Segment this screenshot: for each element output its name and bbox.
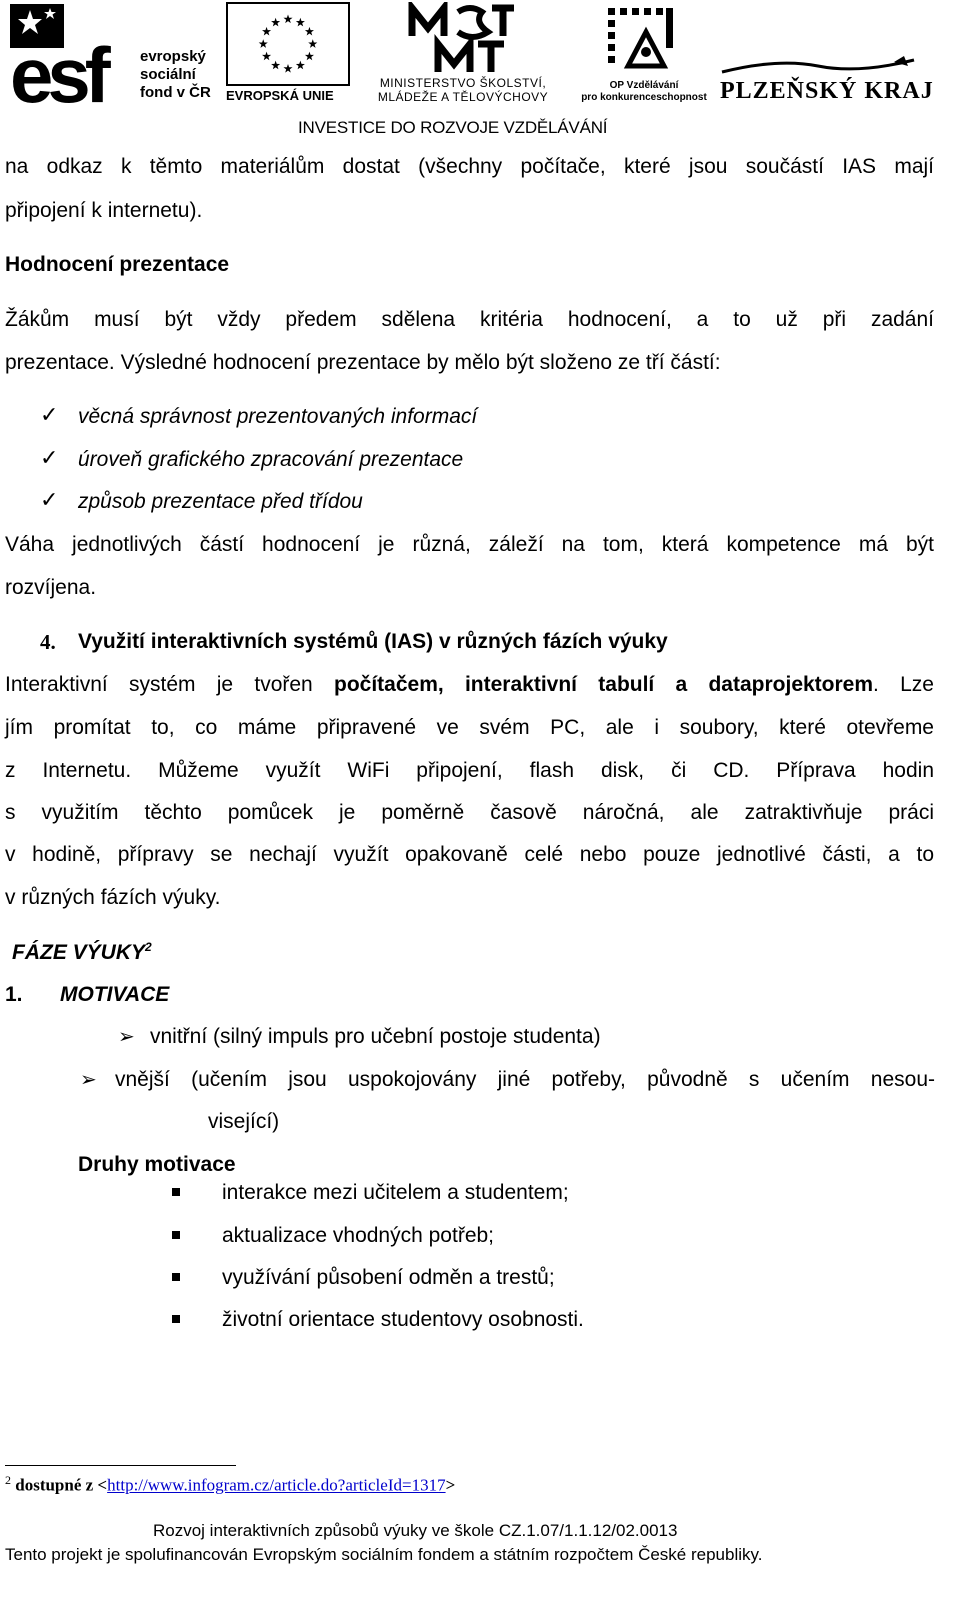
eu-star-icon bbox=[283, 64, 292, 73]
esf-logo bbox=[10, 4, 220, 104]
op-label: OP Vzdělávání pro konkurenceschopnost bbox=[581, 80, 707, 103]
ias-line-3: z Internetu. Můžeme využít WiFi připojení, flash disk, či CD. Příprava hodin bbox=[5, 759, 934, 782]
footnote-link[interactable]: http://www.infogram.cz/article.do?articleId=1317 bbox=[107, 1475, 446, 1495]
druhy-heading: Druhy motivace bbox=[78, 1153, 236, 1176]
eu-logo bbox=[226, 2, 350, 104]
footer-project-line: Rozvoj interaktivních způsobů výuky ve škole CZ.1.07/1.1.12/02.0013 bbox=[153, 1521, 678, 1540]
ias-line-2: jím promítat to, co máme připravené ve svém PC, ale i soubory, které otevřeme bbox=[5, 716, 934, 739]
esf-mark-icon bbox=[10, 4, 132, 104]
eu-star-icon bbox=[262, 27, 271, 36]
ias-bold-phrase: počítačem, interaktivní tabulí a dataprojektorem bbox=[334, 673, 874, 696]
criteria-item-2: úroveň grafického zpracování prezentace bbox=[78, 448, 464, 471]
ias-line-1: Interaktivní systém je tvořen počítačem, interaktivní tabulí a dataprojektorem. Lze bbox=[5, 673, 934, 696]
eu-flag-icon bbox=[226, 2, 350, 86]
checkmark-icon: ✓ bbox=[40, 488, 59, 513]
druhy-item-3: využívání působení odměn a trestů; bbox=[222, 1266, 555, 1289]
ias-line-5: v hodině, přípravy se nechají využít opakovaně celé nebo pouze jednotlivé části, a to bbox=[5, 843, 934, 866]
hodnoceni-line-2: prezentace. Výsledné hodnocení prezentace by mělo být složeno ze tří částí: bbox=[5, 351, 721, 374]
hodnoceni-heading: Hodnocení prezentace bbox=[5, 253, 230, 276]
eu-star-icon bbox=[271, 61, 280, 70]
footnote-ref: 2 bbox=[145, 940, 152, 954]
motivace-outer-line-1: vnější (učením jsou uspokojovány jiné potřeby, původně s učením nesou- bbox=[115, 1068, 935, 1091]
criteria-item-3: způsob prezentace před třídou bbox=[78, 490, 363, 513]
square-bullet-icon bbox=[172, 1315, 180, 1323]
eu-star-icon bbox=[296, 18, 305, 27]
arrow-bullet-icon: ➢ bbox=[118, 1024, 135, 1048]
ias-line-4: s využitím těchto pomůcek je poměrně časově náročná, ale zatraktivňuje práci bbox=[5, 801, 934, 824]
eu-star-icon bbox=[283, 14, 292, 23]
esf-text: evropský sociální fond v ČR bbox=[140, 48, 211, 101]
header-logos bbox=[0, 0, 960, 140]
eu-star-icon bbox=[296, 61, 305, 70]
druhy-item-4: životní orientace studentovy osobnosti. bbox=[222, 1308, 584, 1331]
vaha-line-1: Váha jednotlivých částí hodnocení je různá, záleží na tom, která kompetence má být bbox=[5, 533, 934, 556]
arrow-bullet-icon: ➢ bbox=[80, 1067, 97, 1091]
op-logo bbox=[574, 6, 714, 104]
eu-star-icon bbox=[259, 39, 268, 48]
vaha-line-2: rozvíjena. bbox=[5, 576, 97, 599]
investice-banner: INVESTICE DO ROZVOJE VZDĚLÁVÁNÍ bbox=[298, 118, 608, 137]
svg-text:esf: esf bbox=[10, 31, 105, 104]
druhy-item-2: aktualizace vhodných potřeb; bbox=[222, 1224, 495, 1247]
plzensky-kraj-label: PLZEŇSKÝ KRAJ bbox=[720, 78, 934, 104]
square-bullet-icon bbox=[172, 1231, 180, 1239]
footnote: $^2$ dostupné z <http://www.infogram.cz/article.do?articleId=1317> bbox=[5, 1473, 456, 1495]
eu-label: EVROPSKÁ UNIE bbox=[226, 88, 334, 103]
ias-line-6: v různých fázích výuky. bbox=[5, 886, 221, 909]
motivace-title: MOTIVACE bbox=[60, 983, 170, 1006]
intro-line-2: připojení k internetu). bbox=[5, 199, 203, 222]
msmt-mark-icon bbox=[408, 2, 518, 74]
faze-heading: FÁZE VÝUKY$^2$ bbox=[12, 940, 152, 964]
motivace-outer-line-2: visející) bbox=[208, 1110, 280, 1133]
plzensky-kraj-logo bbox=[718, 56, 934, 106]
footnote-separator bbox=[5, 1465, 236, 1466]
footer-funding-line: Tento projekt je spolufinancován Evropským sociálním fondem a státním rozpočtem České republiky. bbox=[5, 1545, 763, 1564]
checkmark-icon: ✓ bbox=[40, 403, 59, 428]
msmt-label: MINISTERSTVO ŠKOLSTVÍ, MLÁDEŽE A TĚLOVÝCHOVY bbox=[377, 76, 549, 104]
eu-star-icon bbox=[308, 39, 317, 48]
op-mark-icon bbox=[602, 6, 678, 76]
motivace-inner: vnitřní (silný impuls pro učební postoje studenta) bbox=[150, 1025, 601, 1048]
eu-star-icon bbox=[305, 52, 314, 61]
checkmark-icon: ✓ bbox=[40, 446, 59, 471]
section-4-title: Využití interaktivních systémů (IAS) v různých fázích výuky bbox=[78, 630, 668, 653]
criteria-item-1: věcná správnost prezentovaných informací bbox=[78, 405, 478, 428]
eu-star-icon bbox=[271, 18, 280, 27]
section-4-number: 4. bbox=[40, 630, 56, 654]
msmt-logo bbox=[358, 2, 568, 104]
square-bullet-icon bbox=[172, 1188, 180, 1196]
eu-star-icon bbox=[305, 27, 314, 36]
plzensky-kraj-mark-icon bbox=[718, 56, 918, 78]
square-bullet-icon bbox=[172, 1273, 180, 1281]
druhy-item-1: interakce mezi učitelem a studentem; bbox=[222, 1181, 569, 1204]
intro-line-1: na odkaz k těmto materiálům dostat (všechny počítače, které jsou součástí IAS mají bbox=[5, 155, 934, 178]
eu-star-icon bbox=[262, 52, 271, 61]
hodnoceni-line-1: Žákům musí být vždy předem sdělena kritéria hodnocení, a to už při zadání bbox=[5, 308, 934, 331]
motivace-number: 1. bbox=[5, 983, 23, 1006]
